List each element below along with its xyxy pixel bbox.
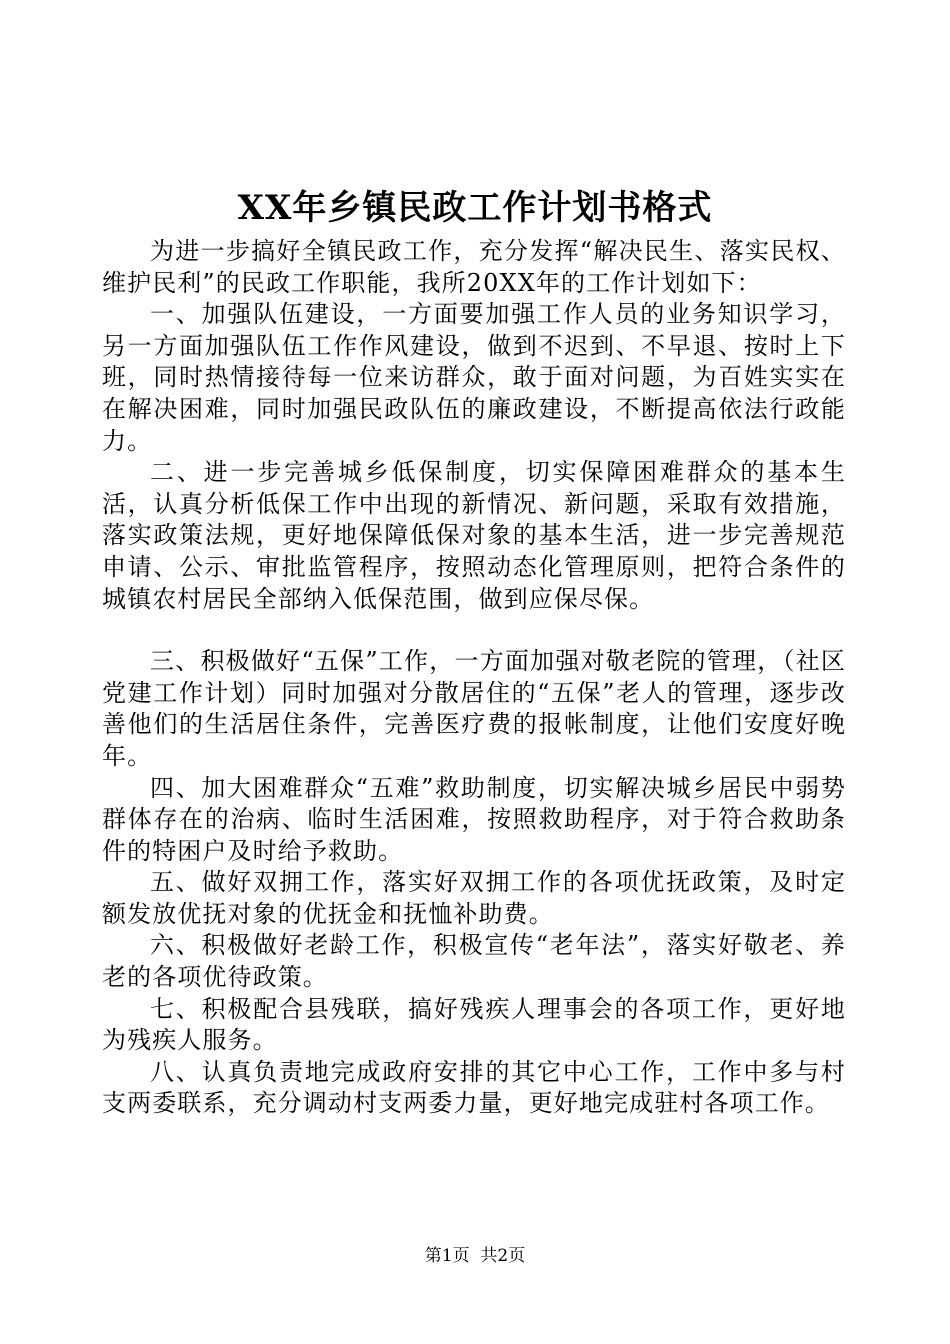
- paragraph-item-4: 四、加大困难群众“五难”救助制度，切实解决城乡居民中弱势群体存在的治病、临时生活困难，按照救助程序，对于符合救助条件的特困户及时给予救助。: [102, 773, 846, 865]
- paragraph-item-8: 八、认真负责地完成政府安排的其它中心工作，工作中多与村支两委联系，充分调动村支两委力量，更好地完成驻村各项工作。: [102, 1057, 846, 1118]
- page-footer: [0, 1244, 950, 1268]
- paragraph-item-3: 三、积极做好“五保”工作，一方面加强对敬老院的管理，（社区党建工作计划）同时加强对分散居住的“五保”老人的管理，逐步改善他们的生活居住条件，完善医疗费的报帐制度，让他们安度好晚年。: [102, 647, 846, 770]
- document-title: XX年乡镇民政工作计划书格式: [237, 188, 713, 228]
- paragraph-item-2: 二、进一步完善城乡低保制度，切实保障困难群众的基本生活，认真分析低保工作中出现的新情况、新问题，采取有效措施，落实政策法规，更好地保障低保对象的基本生活，进一步完善规范申请、公示、审批监管程序，按照动态化管理原则，把符合条件的城镇农村居民全部纳入低保范围，做到应保尽保。: [102, 458, 846, 613]
- paragraph-item-5: 五、做好双拥工作，落实好双拥工作的各项优抚政策，及时定额发放优抚对象的优抚金和抚恤补助费。: [102, 868, 846, 928]
- document-body: [102, 236, 846, 1120]
- page-number: 第1页: [424, 1246, 470, 1266]
- paragraph-item-6: 六、积极做好老龄工作，积极宣传“老年法”，落实好敬老、养老的各项优待政策。: [102, 931, 846, 992]
- paragraph-item-1: 一、加强队伍建设，一方面要加强工作人员的业务知识学习，另一方面加强队伍工作作风建设，做到不迟到、不早退、按时上下班，同时热情接待每一位来访群众，敢于面对问题，为百姓实实在在解决困难，同时加强民政队伍的廉政建设，不断提高依法行政能力。: [102, 300, 846, 455]
- page-total: 共2页: [480, 1246, 526, 1266]
- paragraph-intro: 为进一步搞好全镇民政工作，充分发挥“解决民生、落实民权、维护民利”的民政工作职能，我所20XX年的工作计划如下：: [102, 237, 846, 297]
- paragraph-item-7: 七、积极配合县残联，搞好残疾人理事会的各项工作，更好地为残疾人服务。: [102, 994, 846, 1055]
